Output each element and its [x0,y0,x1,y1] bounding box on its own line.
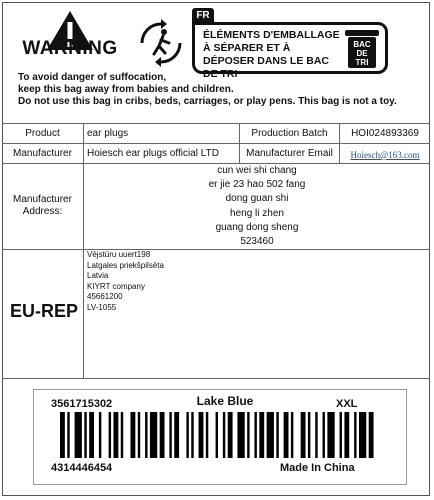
eu-rep-label: EU-REP [10,301,79,321]
bin-label-1: BAC [353,40,371,49]
barcode-bar [191,412,193,458]
barcode-bar [327,412,334,458]
barcode-bar [254,412,256,458]
table-divider [2,123,430,124]
warning-line: Do not use this bag in cribs, beds, carriages, or play pens. This bag is not a toy. [18,96,397,107]
barcode-bar [284,412,289,458]
address-line: dong guan shi [225,193,289,205]
barcode-bar [84,412,86,458]
bin-label-2: DE [356,49,368,58]
country-badge: FR [192,8,214,24]
barcode-bar [315,412,317,458]
barcode-bar [138,412,140,458]
barcode-bar [340,412,342,458]
eu-rep-line: 45661200 [87,292,123,301]
barcode-bar [113,412,118,458]
address-line: 523460 [240,236,274,248]
barcode-bar [75,412,82,458]
batch-label: Production Batch [251,128,328,139]
barcode-bar [267,412,274,458]
barcode-bar [130,412,135,458]
barcode-color: Lake Blue [196,394,254,408]
barcode-bar [259,412,264,458]
barcode-bar [99,412,101,458]
barcode-bar [359,412,366,458]
barcode-bar [109,412,111,458]
barcode-number: 4314446454 [51,462,113,474]
eu-rep-line: KIYRT company [87,281,145,291]
table-divider [83,123,84,378]
eu-rep-line: Latgales priekšpilsēta [87,260,164,270]
address-label-line: Manufacturer [13,194,72,205]
barcode-bar [174,412,179,458]
barcode-bar [223,412,225,458]
recycling-instruction-box [192,22,388,80]
address-value [84,164,430,249]
eu-rep-line: Latvia [87,271,109,280]
barcode-bar [206,412,208,458]
address-label [2,194,83,218]
barcode-bar [323,412,325,458]
barcode-bar [145,412,147,458]
barcode-size: XXL [336,398,358,410]
barcode-bar [160,412,165,458]
barcode-bar [216,412,218,458]
email-label: Manufacturer Email [246,148,333,159]
barcode-origin: Made In China [280,462,355,474]
barcode-bar [186,412,188,458]
barcode-bar [308,412,310,458]
barcode-bar [354,412,356,458]
table-divider [2,378,430,379]
warning-line: To avoid danger of suffocation, [18,72,167,83]
barcode-bar [150,412,157,458]
warning-title: WARNING [22,38,118,59]
address-line: cun wei shi chang [217,165,297,176]
manufacturer-value: Hoiesch ear plugs official LTD [87,148,219,159]
warning-text [18,72,428,108]
barcode-bar [121,412,123,458]
recycling-instruction-text: ÉLÉMENTS D'EMBALLAGE À SÉPARER ET À DÉPOSER DANS LE BAC DE TRI [203,29,340,80]
warning-line: keep this bag away from babies and children. [18,84,234,95]
barcode-bar [228,412,233,458]
barcode-bars [60,412,376,458]
address-label-line: Address: [22,206,63,217]
barcode-bar [344,412,349,458]
barcode-sku: 3561715302 [51,398,113,410]
barcode-bar [301,412,306,458]
recycling-bin-icon [343,28,381,70]
barcode-bar [276,412,278,458]
barcode-bar [291,412,293,458]
address-line: guang dong sheng [215,221,299,233]
bin-label-3: TRI [355,58,369,67]
barcode-bar [60,412,65,458]
product-label: Product [25,128,60,139]
batch-value: HOI024893369 [351,128,419,139]
barcode-bar [169,412,171,458]
barcode-bar [369,412,374,458]
eu-rep-address [87,250,164,313]
barcode-bar [237,412,244,458]
eu-rep-line: Vējstūru uuert198 [87,250,151,259]
barcode-bar [247,412,249,458]
product-value: ear plugs [87,128,129,139]
address-line: er jie 23 hao 502 fang [208,179,306,191]
manufacturer-label: Manufacturer [13,148,72,159]
table-divider [2,143,430,144]
email-link[interactable]: Hoiesch@163.com [350,150,420,160]
triman-recycling-icon [136,18,186,68]
email-value[interactable] [340,149,430,162]
barcode-bar [89,412,94,458]
barcode-bar [199,412,204,458]
address-line: heng li zhen [230,207,284,219]
eu-rep-line: LV-1055 [87,302,117,312]
barcode-bar [67,412,69,458]
